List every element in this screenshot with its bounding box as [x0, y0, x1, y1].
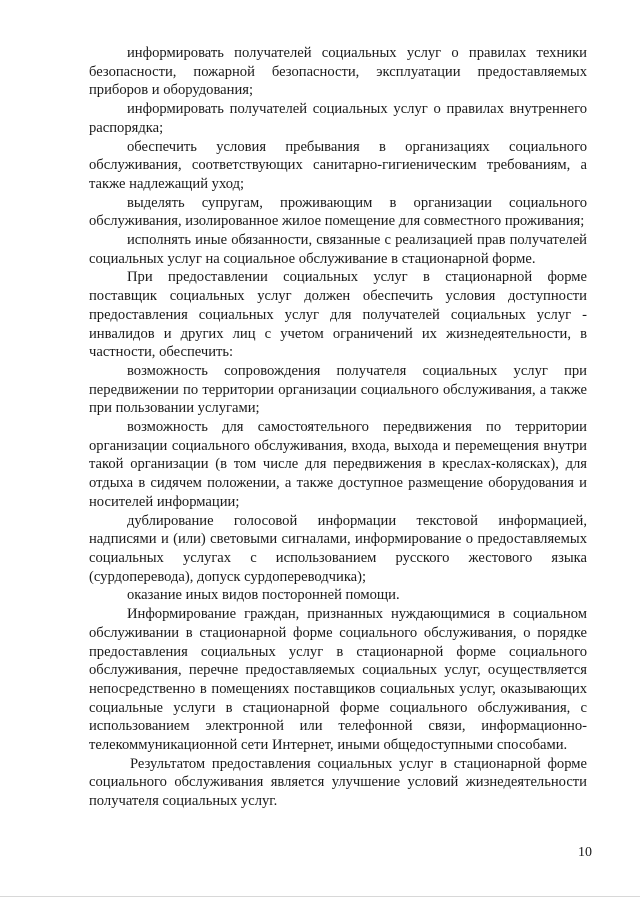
paragraph: оказание иных видов посторонней помощи.	[127, 587, 400, 604]
paragraph: Результатом предоставления социальных услуг в стационарной форме социального обслуживания является улучшение условий жизнедеятельности получателя социальных услуг.	[89, 755, 587, 810]
paragraph: обеспечить условия пребывания в организациях социального обслуживания, соответствующих санитарно-гигиеническим требованиям, а также надлежащий уход;	[89, 138, 587, 192]
paragraph: Информирование граждан, признанных нуждающимися в социальном обслуживании в стационарной форме социального обслуживания, о порядке предоставления социальных услуг в стационарной форме социального обслуживания, перечне предоставляемых социальных услуг, осуществляется непосредственно в помещениях поставщиков социальных услуг, оказывающих социальные услуги в стационарной форме социального обслуживания, с использованием электронной или телефонной связи, информационно-телекоммуникационной сети Интернет, иными общедоступными способами.	[89, 606, 587, 754]
paragraph: возможность сопровождения получателя социальных услуг при передвижении по территории организации социального обслуживания, а также при пользовании услугами;	[89, 362, 587, 417]
paragraph: исполнять иные обязанности, связанные с реализацией прав получателей социальных услуг на социальное обслуживание в стационарной форме.	[89, 232, 587, 267]
paragraph: дублирование голосовой информации текстовой информацией, надписями и (или) световыми сигналами, информирование о предоставляемых социальных услугах с использованием русского жестового языка (сурдоперевода), допуск сурдопереводчика);	[89, 512, 587, 585]
paragraph: возможность для самостоятельного передвижения по территории организации социального обслуживания, входа, выхода и перемещения внутри такой организации (в том числе для передвижения в креслах-колясках), для отдыха в сидячем положении, а также доступное размещение оборудования и носителей информации;	[89, 419, 587, 510]
scan-edge-divider	[0, 896, 640, 897]
paragraph: При предоставлении социальных услуг в стационарной форме поставщик социальных услуг должен обеспечить условия доступности предоставления социальных услуг для получателей социальных услуг - инвалидов и других лиц с учетом ограничений их жизнедеятельности, в частности, обеспечить:	[89, 269, 587, 361]
page-number: 10	[578, 845, 592, 860]
paragraph: информировать получателей социальных услуг о правилах техники безопасности, пожарной безопасности, эксплуатации предоставляемых приборов и оборудования;	[89, 45, 587, 99]
body-text	[89, 44, 587, 811]
paragraph: выделять супругам, проживающим в организации социального обслуживания, изолированное жилое помещение для совместного проживания;	[89, 194, 587, 230]
paragraph: информировать получателей социальных услуг о правилах внутреннего распорядка;	[89, 101, 587, 136]
